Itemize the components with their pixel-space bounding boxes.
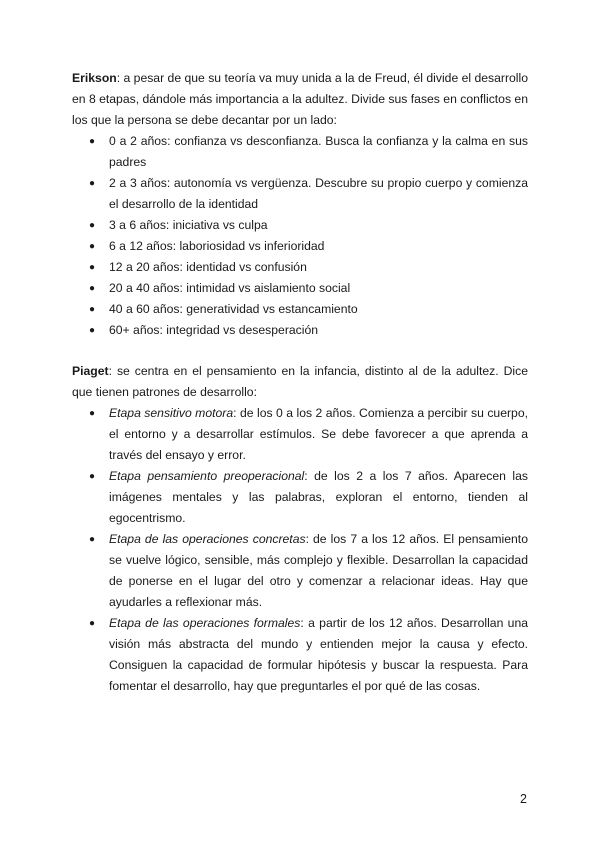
list-item: ● Etapa de las operaciones concretas: de los 7 a los 12 años. El pensamiento se vuelve lógico, sensible, más complejo y flexible. Desarrollan la capacidad de ponerse en el lugar del otro y comenzar a relacionar ideas. Hay que ayudarles a reflexionar más. [72, 529, 528, 613]
stage-title: Etapa pensamiento preoperacional [109, 469, 305, 483]
list-item: ● Etapa pensamiento preoperacional: de los 2 a los 7 años. Aparecen las imágenes mentales y las palabras, exploran el entorno, tienden al egocentrismo. [72, 466, 528, 529]
erikson-intro: : a pesar de que su teoría va muy unida a la de Freud, él divide el desarrollo en 8 etapas, dándole más importancia a la adultez. Divide sus fases en conflictos en los que la persona se debe decantar por un lado: [72, 71, 528, 127]
list-item: ● Etapa de las operaciones formales: a partir de los 12 años. Desarrollan una visión más abstracta del mundo y entienden mejor la causa y efecto. Consiguen la capacidad de formular hipótesis y buscar la respuesta. Para fomentar el desarrollo, hay que preguntarles el por qué de las cosas. [72, 613, 528, 697]
list-item: ● 60+ años: integridad vs desesperación [72, 320, 528, 341]
list-item: ● 12 a 20 años: identidad vs confusión [72, 257, 528, 278]
stage-title: Etapa de las operaciones concretas [109, 532, 306, 546]
erikson-paragraph [72, 68, 528, 131]
list-item: ● 6 a 12 años: laboriosidad vs inferioridad [72, 236, 528, 257]
list-item: ● Etapa sensitivo motora: de los 0 a los 2 años. Comienza a percibir su cuerpo, el entorno y a desarrollar estímulos. Se debe favorecer a que aprenda a través del ensayo y error. [72, 403, 528, 466]
piaget-stage-list [72, 403, 528, 697]
stage-title: Etapa sensitivo motora [109, 406, 234, 420]
list-item: ● 0 a 2 años: confianza vs desconfianza. Busca la confianza y la calma en sus padres [72, 131, 528, 173]
page-content [72, 68, 528, 697]
erikson-name: Erikson [72, 71, 117, 85]
list-item: ● 20 a 40 años: intimidad vs aislamiento social [72, 278, 528, 299]
stage-title: Etapa de las operaciones formales [109, 616, 301, 630]
section-spacer [72, 341, 528, 361]
erikson-stage-list [72, 131, 528, 341]
list-item: ● 2 a 3 años: autonomía vs vergüenza. Descubre su propio cuerpo y comienza el desarrollo de la identidad [72, 173, 528, 215]
piaget-name: Piaget [72, 364, 109, 378]
list-item: ● 40 a 60 años: generatividad vs estancamiento [72, 299, 528, 320]
page-number: 2 [520, 792, 527, 806]
bullet-icon: ● [89, 178, 96, 189]
bullet-icon: ● [89, 220, 96, 231]
bullet-icon: ● [89, 283, 96, 294]
bullet-icon: ● [89, 304, 96, 315]
bullet-icon: ● [89, 534, 96, 545]
bullet-icon: ● [89, 241, 96, 252]
piaget-paragraph [72, 361, 528, 403]
piaget-intro: : se centra en el pensamiento en la infancia, distinto al de la adultez. Dice que tienen patrones de desarrollo: [72, 364, 528, 399]
bullet-icon: ● [89, 136, 96, 147]
bullet-icon: ● [89, 408, 96, 419]
bullet-icon: ● [89, 262, 96, 273]
bullet-icon: ● [89, 618, 96, 629]
bullet-icon: ● [89, 325, 96, 336]
bullet-icon: ● [89, 471, 96, 482]
list-item: ● 3 a 6 años: iniciativa vs culpa [72, 215, 528, 236]
